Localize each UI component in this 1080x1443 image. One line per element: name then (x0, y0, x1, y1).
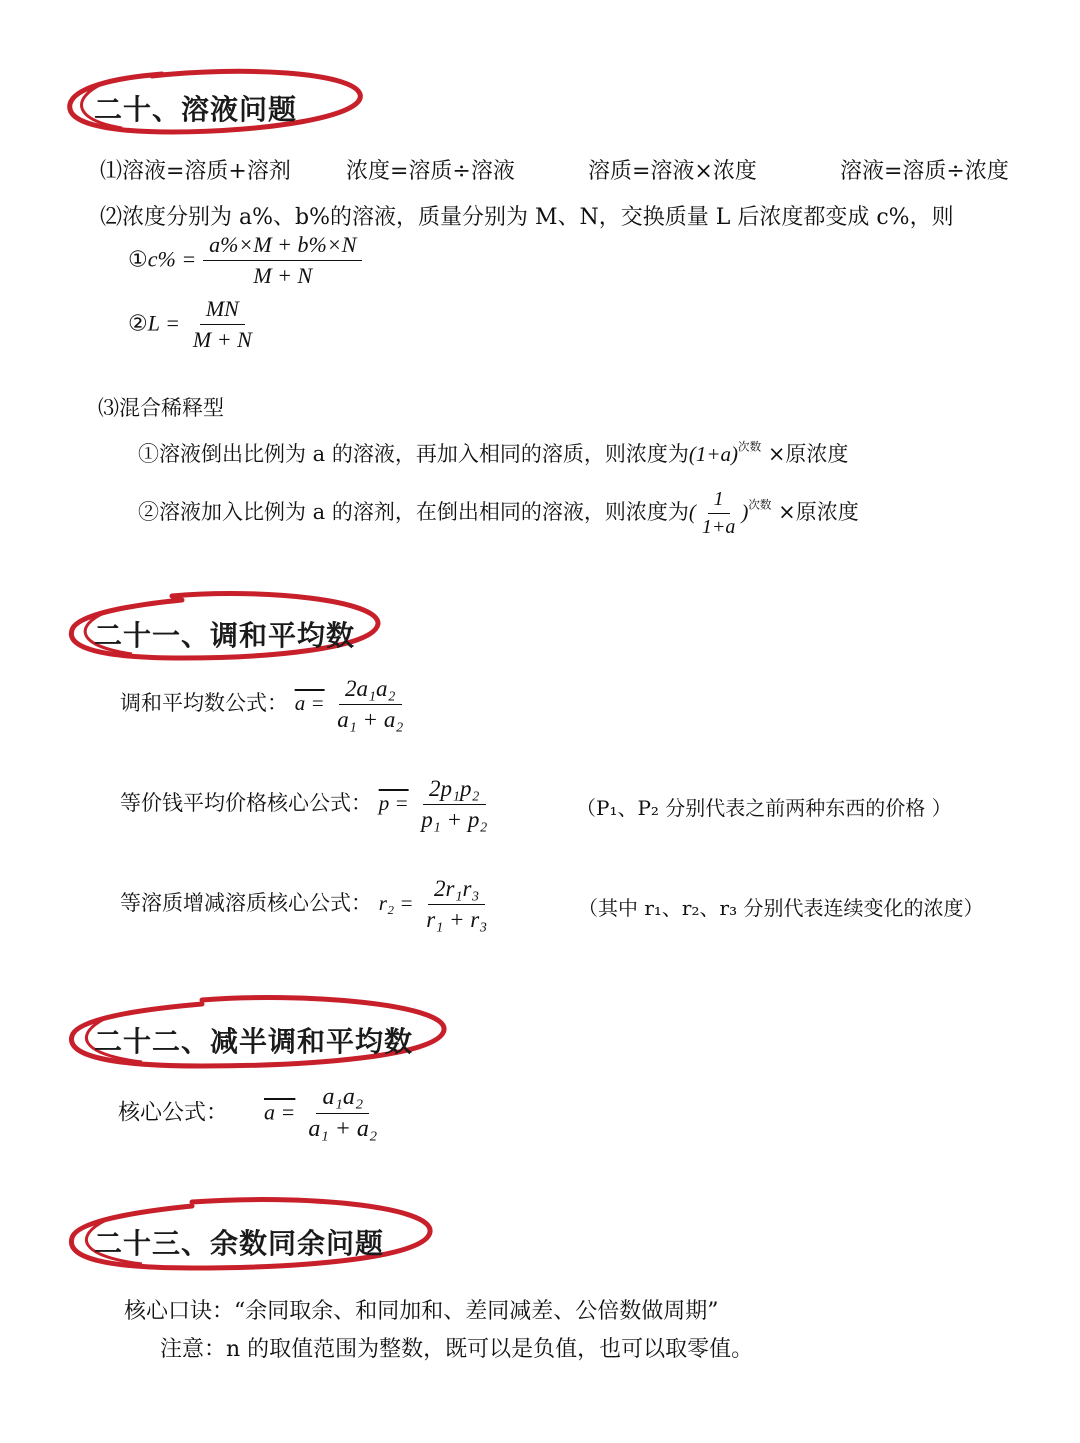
average-price-formula (120, 776, 493, 833)
fraction-numerator: a%×M + b%×N (203, 232, 362, 261)
formula-lhs: a = (294, 691, 325, 715)
solution-formula-1: ⑴溶液=溶质+溶剂 (100, 159, 291, 184)
dilution-rule-1 (138, 438, 848, 468)
fraction-denominator: M + N (192, 327, 252, 352)
concentration-note: （其中 r₁、r₂、r₃ 分别代表连续变化的浓度） (578, 896, 984, 920)
section-title-21: 二十一、调和平均数 (94, 619, 356, 652)
remainder-mnemonic: 核心口诀：“余同取余、和同加和、差同减差、公倍数做周期” (124, 1299, 719, 1324)
rule-tail: ×原浓度 (778, 500, 859, 524)
average-price-note: （P₁、P₂ 分别代表之前两种东西的价格 ） (576, 796, 952, 820)
formula-c-percent (128, 232, 362, 289)
concentration-formula (120, 876, 493, 933)
dilution-rule-2: ②溶液加入比例为 a 的溶剂，在倒出相同的溶液，则浓度为( $\frac{1}{1+a}$ )$^{次数}$ ×原浓度 (138, 488, 859, 538)
formula-lhs: p = (378, 791, 409, 815)
fraction-denominator: r₁ + r₃ (426, 907, 488, 932)
fraction-numerator: 2r₁r₃ (428, 876, 485, 905)
formula-lhs: r₂ = (378, 891, 414, 915)
solution-formula-4: 溶液=溶质÷浓度 (840, 159, 1009, 184)
section-title-20: 二十、溶液问题 (94, 93, 298, 126)
formula-label: 核心公式： (118, 1100, 229, 1126)
exchange-description: ⑵浓度分别为 a%、b%的溶液，质量分别为 M、N，交换质量 L 后浓度都变成 c%，则 (100, 205, 954, 230)
fraction-numerator: 2p₁p₂ (423, 776, 486, 805)
solution-formula-3: 溶质=溶液×浓度 (588, 159, 757, 184)
mix-dilution-heading: ⑶混合稀释型 (98, 396, 224, 420)
fraction-numerator: 1 (708, 488, 730, 514)
fraction-denominator: a₁ + a₂ (337, 707, 404, 732)
formula-lhs: L = (147, 310, 180, 336)
solution-formula-2: 浓度=溶质÷溶液 (346, 159, 515, 184)
formula-lhs: a = (264, 1099, 296, 1125)
formula-l (128, 296, 258, 353)
fraction-denominator: M + N (253, 263, 313, 288)
half-harmonic-formula (118, 1084, 383, 1143)
fraction-numerator: MN (200, 296, 245, 325)
rule-expression: (1+a) (688, 442, 739, 466)
rule-text: ②溶液加入比例为 a 的溶剂，在倒出相同的溶液，则浓度为 (138, 500, 689, 524)
formula-label: ② (128, 311, 148, 337)
fraction-denominator: a₁ + a₂ (308, 1116, 378, 1142)
harmonic-mean-formula (120, 676, 409, 733)
formula-label: 等溶质增减溶质核心公式： (120, 891, 372, 915)
remainder-note: 注意：n 的取值范围为整数，既可以是负值，也可以取零值。 (160, 1337, 754, 1362)
formula-lhs: c% = (147, 246, 197, 272)
section-title-23: 二十三、余数同余问题 (94, 1227, 385, 1260)
rule-exponent: 次数 (738, 439, 762, 454)
rule-tail: ×原浓度 (767, 442, 849, 466)
fraction-numerator: 2a₁a₂ (339, 676, 402, 705)
fraction-denominator: 1+a (701, 516, 736, 538)
fraction-numerator: a₁a₂ (316, 1084, 369, 1114)
fraction-denominator: p₁ + p₂ (421, 807, 488, 832)
rule-text: ①溶液倒出比例为 a 的溶液，再加入相同的溶质，则浓度为 (138, 442, 689, 466)
formula-label: 等价钱平均价格核心公式： (120, 791, 372, 815)
formula-label: ① (128, 247, 148, 273)
formula-label: 调和平均数公式： (120, 691, 288, 715)
rule-exponent: 次数 (748, 497, 772, 512)
section-title-22: 二十二、减半调和平均数 (94, 1025, 414, 1058)
